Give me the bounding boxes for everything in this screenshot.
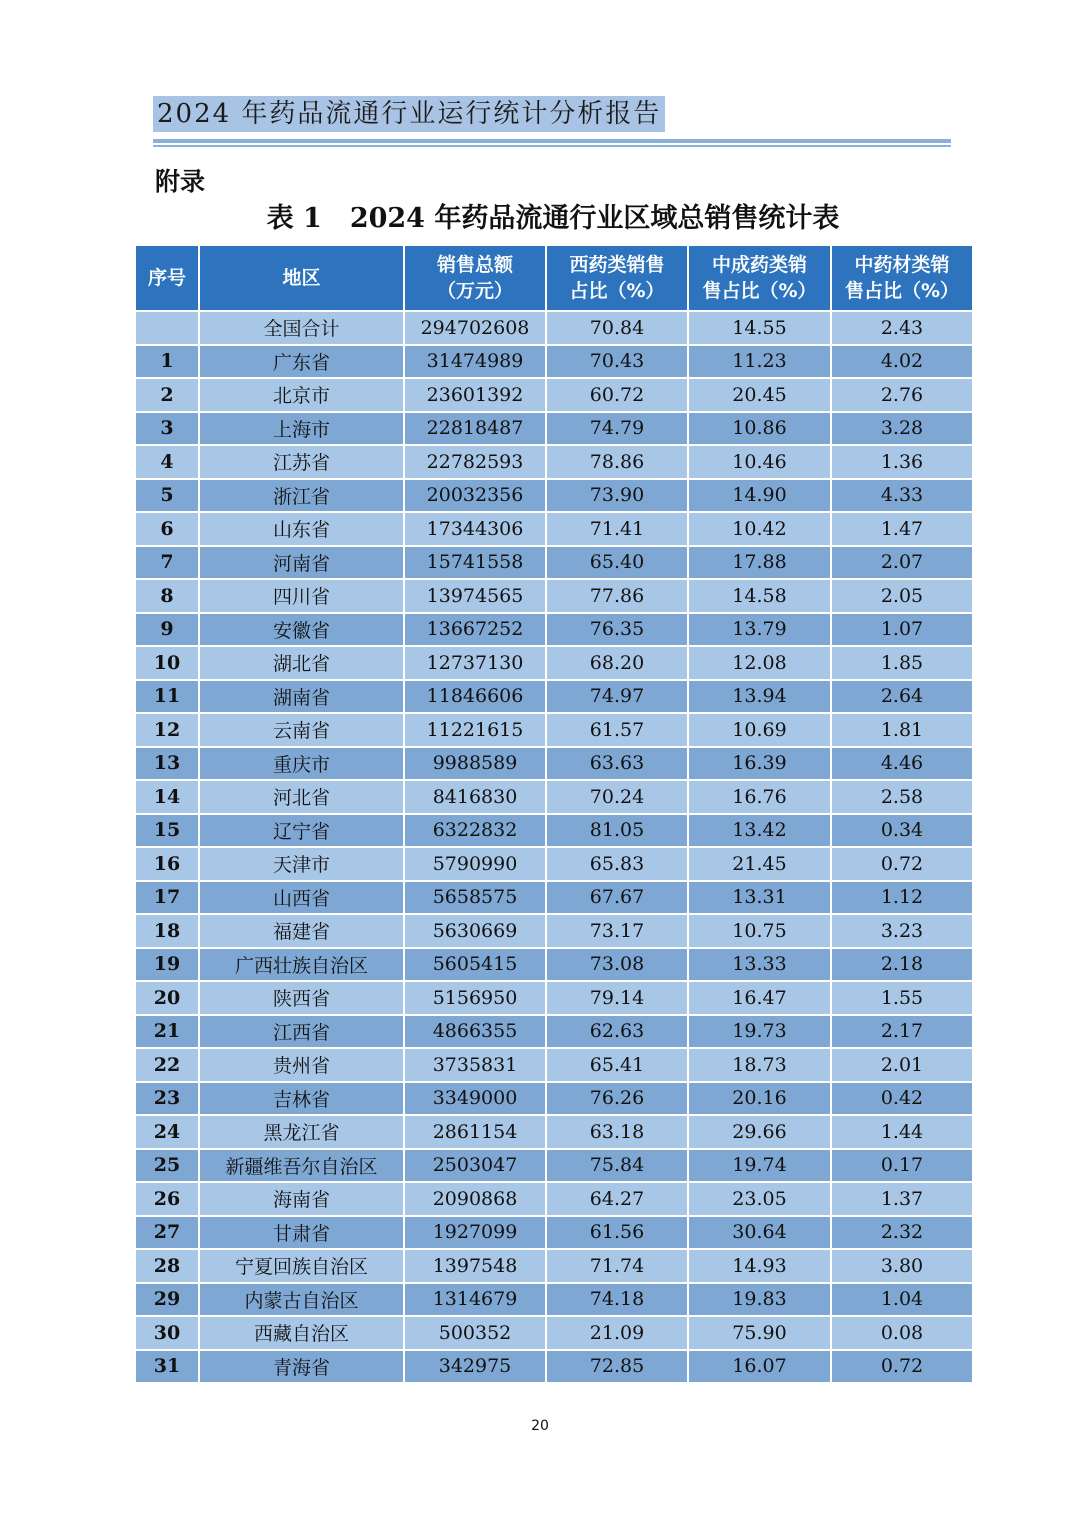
table-row	[135, 345, 973, 379]
row-total-sales: 11221615	[404, 713, 546, 747]
column-header-western-medicine-share: 西药类销售 占比（%）	[546, 245, 688, 311]
row-region: 海南省	[199, 1182, 404, 1216]
row-patent-share: 19.83	[688, 1283, 831, 1317]
row-seq: 5	[135, 479, 199, 513]
row-patent-share: 16.47	[688, 981, 831, 1015]
row-total-sales: 500352	[404, 1316, 546, 1350]
header-rule-thick	[153, 139, 951, 143]
row-region: 云南省	[199, 713, 404, 747]
row-total-sales: 294702608	[404, 311, 546, 345]
row-total-sales: 5658575	[404, 881, 546, 915]
row-herbal-share: 2.43	[831, 311, 973, 345]
table-caption	[0, 196, 1080, 235]
row-total-sales: 5605415	[404, 948, 546, 982]
row-herbal-share: 4.46	[831, 747, 973, 781]
row-patent-share: 10.42	[688, 512, 831, 546]
row-total-sales: 342975	[404, 1350, 546, 1384]
row-western-share: 65.41	[546, 1048, 688, 1082]
row-seq: 12	[135, 713, 199, 747]
row-seq: 17	[135, 881, 199, 915]
table-row	[135, 579, 973, 613]
row-western-share: 74.79	[546, 412, 688, 446]
row-western-share: 73.90	[546, 479, 688, 513]
row-total-sales: 9988589	[404, 747, 546, 781]
row-total-sales: 6322832	[404, 814, 546, 848]
row-total-sales: 1397548	[404, 1249, 546, 1283]
table-row	[135, 512, 973, 546]
table-row	[135, 1249, 973, 1283]
row-patent-share: 19.73	[688, 1015, 831, 1049]
column-header-seq: 序号	[135, 245, 199, 311]
row-patent-share: 30.64	[688, 1216, 831, 1250]
row-total-sales: 2861154	[404, 1115, 546, 1149]
table-row	[135, 1283, 973, 1317]
row-seq: 30	[135, 1316, 199, 1350]
row-seq: 1	[135, 345, 199, 379]
row-herbal-share: 2.01	[831, 1048, 973, 1082]
row-seq: 4	[135, 445, 199, 479]
row-western-share: 78.86	[546, 445, 688, 479]
row-western-share: 65.83	[546, 847, 688, 881]
row-patent-share: 13.42	[688, 814, 831, 848]
table-row	[135, 1149, 973, 1183]
column-header-chinese-patent-medicine-share: 中成药类销 售占比（%）	[688, 245, 831, 311]
row-western-share: 68.20	[546, 646, 688, 680]
table-caption-number: 表 1	[266, 203, 322, 234]
row-region: 广东省	[199, 345, 404, 379]
row-patent-share: 23.05	[688, 1182, 831, 1216]
row-seq: 19	[135, 948, 199, 982]
row-patent-share: 13.94	[688, 680, 831, 714]
column-header-total-sales: 销售总额 （万元）	[404, 245, 546, 311]
row-seq: 20	[135, 981, 199, 1015]
row-seq: 10	[135, 646, 199, 680]
column-header-region: 地区	[199, 245, 404, 311]
row-region: 河南省	[199, 546, 404, 580]
row-western-share: 79.14	[546, 981, 688, 1015]
row-region: 河北省	[199, 780, 404, 814]
row-patent-share: 10.69	[688, 713, 831, 747]
row-herbal-share: 2.58	[831, 780, 973, 814]
row-seq: 7	[135, 546, 199, 580]
row-region: 湖北省	[199, 646, 404, 680]
row-total-sales: 8416830	[404, 780, 546, 814]
row-western-share: 70.43	[546, 345, 688, 379]
row-herbal-share: 0.08	[831, 1316, 973, 1350]
row-herbal-share: 2.07	[831, 546, 973, 580]
row-region: 贵州省	[199, 1048, 404, 1082]
table-row	[135, 814, 973, 848]
row-herbal-share: 1.44	[831, 1115, 973, 1149]
table-row	[135, 546, 973, 580]
table-row	[135, 948, 973, 982]
row-herbal-share: 1.04	[831, 1283, 973, 1317]
row-western-share: 64.27	[546, 1182, 688, 1216]
row-seq: 25	[135, 1149, 199, 1183]
row-patent-share: 29.66	[688, 1115, 831, 1149]
row-total-sales: 4866355	[404, 1015, 546, 1049]
row-seq: 23	[135, 1082, 199, 1116]
row-patent-share: 21.45	[688, 847, 831, 881]
row-western-share: 71.74	[546, 1249, 688, 1283]
table-row	[135, 445, 973, 479]
row-region: 内蒙古自治区	[199, 1283, 404, 1317]
row-herbal-share: 0.42	[831, 1082, 973, 1116]
row-region: 福建省	[199, 914, 404, 948]
row-total-sales: 13667252	[404, 613, 546, 647]
row-herbal-share: 3.80	[831, 1249, 973, 1283]
row-western-share: 71.41	[546, 512, 688, 546]
row-western-share: 72.85	[546, 1350, 688, 1384]
row-herbal-share: 3.23	[831, 914, 973, 948]
row-western-share: 74.97	[546, 680, 688, 714]
row-region: 重庆市	[199, 747, 404, 781]
row-region: 宁夏回族自治区	[199, 1249, 404, 1283]
table-row	[135, 1216, 973, 1250]
row-western-share: 77.86	[546, 579, 688, 613]
row-region: 江苏省	[199, 445, 404, 479]
table-row	[135, 1182, 973, 1216]
row-western-share: 70.24	[546, 780, 688, 814]
row-seq: 22	[135, 1048, 199, 1082]
table-row	[135, 311, 973, 345]
row-region: 吉林省	[199, 1082, 404, 1116]
row-region: 广西壮族自治区	[199, 948, 404, 982]
table-row	[135, 1015, 973, 1049]
row-western-share: 65.40	[546, 546, 688, 580]
row-seq	[135, 311, 199, 345]
row-seq: 27	[135, 1216, 199, 1250]
page-number: 20	[531, 1418, 549, 1434]
row-patent-share: 10.75	[688, 914, 831, 948]
table-row	[135, 1082, 973, 1116]
row-total-sales: 15741558	[404, 546, 546, 580]
row-patent-share: 16.76	[688, 780, 831, 814]
row-western-share: 61.56	[546, 1216, 688, 1250]
row-total-sales: 20032356	[404, 479, 546, 513]
table-row	[135, 1048, 973, 1082]
table-row	[135, 1350, 973, 1384]
row-patent-share: 13.33	[688, 948, 831, 982]
header-rule-thin	[153, 145, 951, 147]
row-seq: 26	[135, 1182, 199, 1216]
row-patent-share: 11.23	[688, 345, 831, 379]
table-row	[135, 479, 973, 513]
row-western-share: 63.18	[546, 1115, 688, 1149]
row-seq: 29	[135, 1283, 199, 1317]
table-body	[135, 311, 973, 1383]
row-seq: 21	[135, 1015, 199, 1049]
row-western-share: 75.84	[546, 1149, 688, 1183]
row-region: 山东省	[199, 512, 404, 546]
row-herbal-share: 1.36	[831, 445, 973, 479]
row-western-share: 73.08	[546, 948, 688, 982]
row-region: 甘肃省	[199, 1216, 404, 1250]
row-total-sales: 1927099	[404, 1216, 546, 1250]
row-western-share: 62.63	[546, 1015, 688, 1049]
row-western-share: 76.35	[546, 613, 688, 647]
table-row	[135, 646, 973, 680]
table-header-row	[135, 245, 973, 311]
row-herbal-share: 1.12	[831, 881, 973, 915]
row-herbal-share: 1.81	[831, 713, 973, 747]
row-seq: 13	[135, 747, 199, 781]
row-western-share: 70.84	[546, 311, 688, 345]
row-western-share: 61.57	[546, 713, 688, 747]
table-row	[135, 881, 973, 915]
row-herbal-share: 2.64	[831, 680, 973, 714]
row-patent-share: 10.86	[688, 412, 831, 446]
table-row	[135, 780, 973, 814]
row-patent-share: 20.45	[688, 378, 831, 412]
row-region: 安徽省	[199, 613, 404, 647]
row-total-sales: 13974565	[404, 579, 546, 613]
row-total-sales: 1314679	[404, 1283, 546, 1317]
regional-sales-table	[134, 244, 974, 1384]
row-seq: 6	[135, 512, 199, 546]
row-region: 四川省	[199, 579, 404, 613]
row-patent-share: 18.73	[688, 1048, 831, 1082]
row-seq: 3	[135, 412, 199, 446]
row-herbal-share: 4.33	[831, 479, 973, 513]
row-patent-share: 17.88	[688, 546, 831, 580]
row-herbal-share: 0.34	[831, 814, 973, 848]
row-seq: 14	[135, 780, 199, 814]
row-region: 浙江省	[199, 479, 404, 513]
row-total-sales: 17344306	[404, 512, 546, 546]
table-row	[135, 680, 973, 714]
row-seq: 24	[135, 1115, 199, 1149]
row-herbal-share: 0.17	[831, 1149, 973, 1183]
row-patent-share: 13.31	[688, 881, 831, 915]
row-patent-share: 14.55	[688, 311, 831, 345]
table-row	[135, 847, 973, 881]
row-herbal-share: 4.02	[831, 345, 973, 379]
row-herbal-share: 2.05	[831, 579, 973, 613]
row-herbal-share: 3.28	[831, 412, 973, 446]
row-region: 北京市	[199, 378, 404, 412]
row-patent-share: 12.08	[688, 646, 831, 680]
row-seq: 16	[135, 847, 199, 881]
row-patent-share: 16.39	[688, 747, 831, 781]
row-western-share: 76.26	[546, 1082, 688, 1116]
row-region: 湖南省	[199, 680, 404, 714]
row-seq: 11	[135, 680, 199, 714]
table-row	[135, 713, 973, 747]
table-row	[135, 613, 973, 647]
row-region: 上海市	[199, 412, 404, 446]
table-row	[135, 1115, 973, 1149]
table-caption-text: 2024 年药品流通行业区域总销售统计表	[349, 203, 840, 234]
row-region: 新疆维吾尔自治区	[199, 1149, 404, 1183]
row-region: 黑龙江省	[199, 1115, 404, 1149]
row-seq: 31	[135, 1350, 199, 1384]
row-herbal-share: 2.32	[831, 1216, 973, 1250]
row-region: 江西省	[199, 1015, 404, 1049]
row-total-sales: 22818487	[404, 412, 546, 446]
row-total-sales: 3349000	[404, 1082, 546, 1116]
row-western-share: 81.05	[546, 814, 688, 848]
table-row	[135, 747, 973, 781]
row-region: 山西省	[199, 881, 404, 915]
table-row	[135, 378, 973, 412]
row-herbal-share: 1.07	[831, 613, 973, 647]
row-herbal-share: 1.85	[831, 646, 973, 680]
row-total-sales: 31474989	[404, 345, 546, 379]
row-herbal-share: 1.47	[831, 512, 973, 546]
row-patent-share: 75.90	[688, 1316, 831, 1350]
row-patent-share: 19.74	[688, 1149, 831, 1183]
table-row	[135, 412, 973, 446]
report-title: 2024 年药品流通行业运行统计分析报告	[153, 96, 665, 132]
row-region: 青海省	[199, 1350, 404, 1384]
row-region: 全国合计	[199, 311, 404, 345]
row-region: 西藏自治区	[199, 1316, 404, 1350]
row-total-sales: 23601392	[404, 378, 546, 412]
row-region: 陕西省	[199, 981, 404, 1015]
row-region: 天津市	[199, 847, 404, 881]
row-total-sales: 11846606	[404, 680, 546, 714]
row-western-share: 60.72	[546, 378, 688, 412]
row-patent-share: 20.16	[688, 1082, 831, 1116]
row-seq: 2	[135, 378, 199, 412]
column-header-herbal-medicine-share: 中药材类销 售占比（%）	[831, 245, 973, 311]
row-region: 辽宁省	[199, 814, 404, 848]
row-western-share: 67.67	[546, 881, 688, 915]
row-herbal-share: 1.37	[831, 1182, 973, 1216]
row-total-sales: 2090868	[404, 1182, 546, 1216]
row-patent-share: 14.93	[688, 1249, 831, 1283]
row-total-sales: 5630669	[404, 914, 546, 948]
table-row	[135, 981, 973, 1015]
row-patent-share: 14.58	[688, 579, 831, 613]
row-patent-share: 14.90	[688, 479, 831, 513]
row-patent-share: 10.46	[688, 445, 831, 479]
row-total-sales: 12737130	[404, 646, 546, 680]
row-patent-share: 16.07	[688, 1350, 831, 1384]
row-western-share: 74.18	[546, 1283, 688, 1317]
row-total-sales: 2503047	[404, 1149, 546, 1183]
table-row	[135, 1316, 973, 1350]
row-seq: 8	[135, 579, 199, 613]
row-herbal-share: 2.76	[831, 378, 973, 412]
row-total-sales: 5156950	[404, 981, 546, 1015]
row-herbal-share: 2.17	[831, 1015, 973, 1049]
row-herbal-share: 0.72	[831, 1350, 973, 1384]
table-row	[135, 914, 973, 948]
row-total-sales: 22782593	[404, 445, 546, 479]
row-seq: 28	[135, 1249, 199, 1283]
row-total-sales: 3735831	[404, 1048, 546, 1082]
appendix-heading: 附录	[155, 167, 206, 196]
row-seq: 18	[135, 914, 199, 948]
row-western-share: 73.17	[546, 914, 688, 948]
row-seq: 15	[135, 814, 199, 848]
row-herbal-share: 2.18	[831, 948, 973, 982]
row-seq: 9	[135, 613, 199, 647]
row-western-share: 63.63	[546, 747, 688, 781]
row-herbal-share: 0.72	[831, 847, 973, 881]
row-patent-share: 13.79	[688, 613, 831, 647]
row-western-share: 21.09	[546, 1316, 688, 1350]
row-herbal-share: 1.55	[831, 981, 973, 1015]
row-total-sales: 5790990	[404, 847, 546, 881]
